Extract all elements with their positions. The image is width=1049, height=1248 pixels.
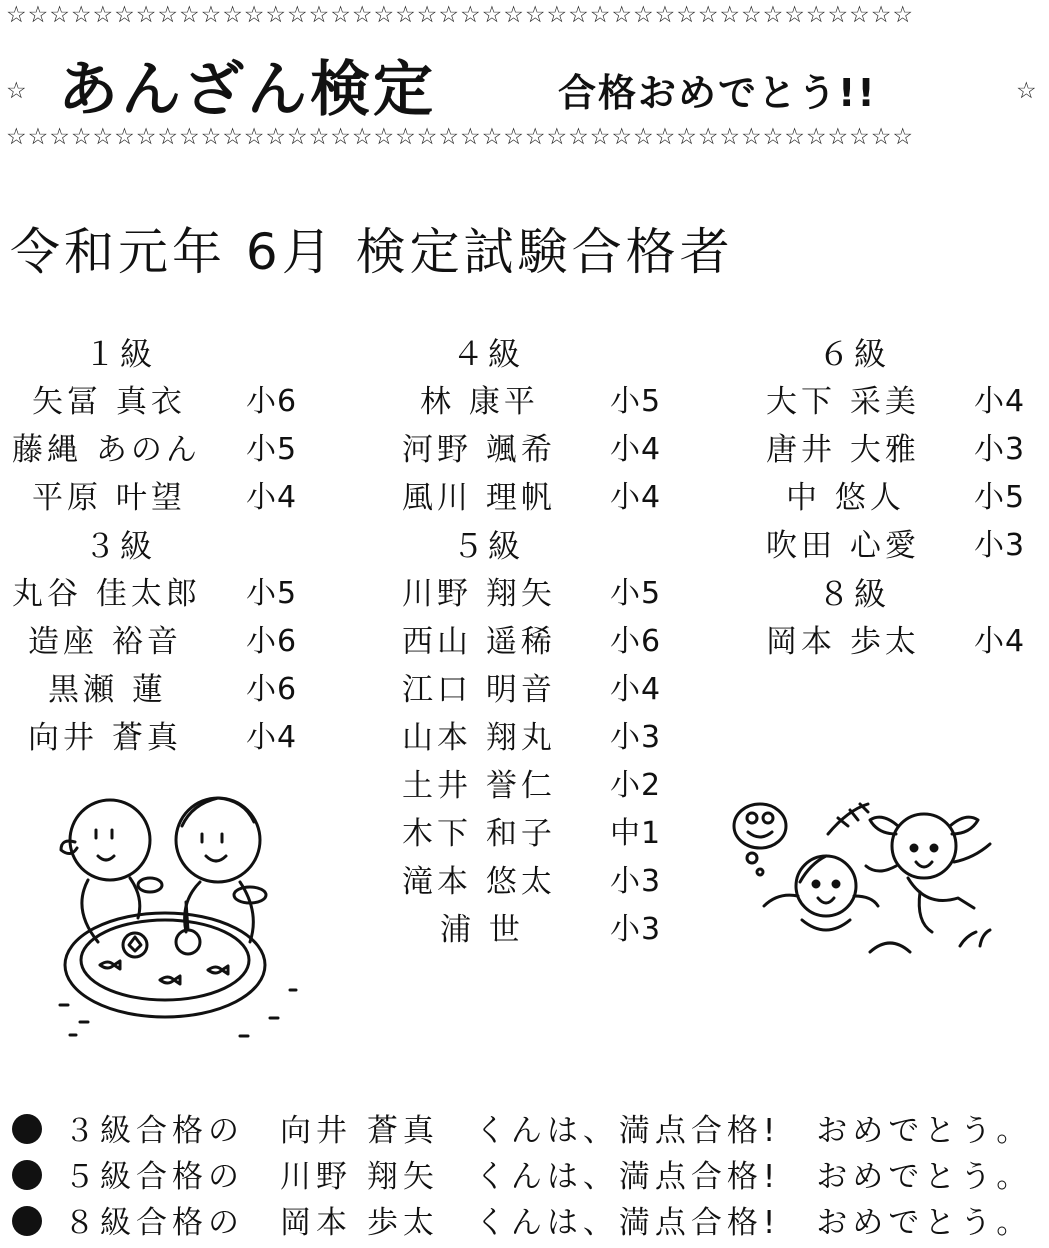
- school-year: 小4: [610, 480, 662, 515]
- list-item: [402, 906, 662, 954]
- student-name: 西山 遥稀: [402, 624, 556, 660]
- school-year: 小4: [246, 720, 298, 755]
- message: くんは、満点合格! おめでとう。: [474, 1159, 1033, 1195]
- school-year: 小6: [610, 624, 662, 659]
- student-name: 丸谷 佳太郎: [12, 576, 201, 612]
- student-name: 河野 颯希: [402, 432, 556, 468]
- school-year: 小3: [974, 432, 1026, 467]
- list-item: [12, 570, 298, 618]
- list-item: [12, 1108, 1032, 1154]
- school-year: 小5: [246, 576, 298, 611]
- student-name: 浦 世: [440, 912, 524, 948]
- star-icon-left: ☆: [6, 78, 27, 104]
- student-name: 唐井 大雅: [766, 432, 920, 468]
- student-name: 風川 理帆: [402, 480, 556, 516]
- student-name: 向井 蒼真: [280, 1113, 439, 1149]
- list-item: [402, 810, 662, 858]
- list-item: [12, 666, 298, 714]
- exam-heading: 令和元年 6月 検定試験合格者: [10, 223, 734, 281]
- message: くんは、満点合格! おめでとう。: [474, 1113, 1033, 1149]
- student-name: 江口 明音: [402, 672, 556, 708]
- list-item: [402, 378, 662, 426]
- grade-heading: ３級: [84, 527, 157, 565]
- student-name: 土井 誉仁: [402, 768, 556, 804]
- school-year: 小6: [246, 384, 298, 419]
- school-year: 小4: [246, 480, 298, 515]
- student-name: 川野 翔矢: [402, 576, 556, 612]
- student-name: 中 悠人: [786, 480, 905, 516]
- star-icon-right: ☆: [1016, 78, 1037, 104]
- list-item: [12, 714, 298, 762]
- list-item: [766, 378, 1026, 426]
- perfect-score-notes: [12, 1108, 1032, 1246]
- children-jumping-illustration: [728, 796, 1008, 966]
- school-year: 中1: [610, 816, 662, 851]
- school-year: 小4: [610, 672, 662, 707]
- list-item: [402, 666, 662, 714]
- list-item: [12, 426, 298, 474]
- school-year: 小5: [246, 432, 298, 467]
- list-item: [766, 522, 1026, 570]
- list-item: [766, 426, 1026, 474]
- bullet-icon: [12, 1114, 42, 1144]
- list-item: [402, 762, 662, 810]
- list-item: [402, 618, 662, 666]
- list-item: [402, 426, 662, 474]
- school-year: 小2: [610, 768, 662, 803]
- star-border-top: ☆☆☆☆☆☆☆☆☆☆☆☆☆☆☆☆☆☆☆☆☆☆☆☆☆☆☆☆☆☆☆☆☆☆☆☆☆☆☆☆☆☆: [6, 2, 915, 28]
- results-column-2: [402, 330, 662, 954]
- school-year: 小6: [246, 624, 298, 659]
- list-item: [12, 1154, 1032, 1200]
- school-year: 小3: [610, 720, 662, 755]
- school-year: 小4: [974, 624, 1026, 659]
- bullet-icon: [12, 1160, 42, 1190]
- student-name: 岡本 歩太: [766, 624, 920, 660]
- student-name: 川野 翔矢: [280, 1159, 439, 1195]
- list-item: [12, 1200, 1032, 1246]
- school-year: 小5: [974, 480, 1026, 515]
- student-name: 造座 裕音: [28, 624, 182, 660]
- banner-subtitle: 合格おめでとう!!: [558, 71, 877, 115]
- student-name: 平原 叶望: [32, 480, 186, 516]
- grade-heading: ８級: [818, 575, 891, 613]
- grade-text: ５級合格の: [64, 1159, 244, 1195]
- student-name: 大下 采美: [766, 384, 920, 420]
- school-year: 小6: [246, 672, 298, 707]
- grade-heading: ６級: [818, 335, 891, 373]
- student-name: 藤縄 あのん: [12, 432, 201, 468]
- student-name: 岡本 歩太: [280, 1205, 439, 1241]
- results-column-1: [12, 330, 298, 762]
- list-item: [12, 378, 298, 426]
- student-name: 山本 翔丸: [402, 720, 556, 756]
- banner-title: あんざん検定: [58, 55, 436, 125]
- grade-heading: ４級: [452, 335, 525, 373]
- student-name: 黒瀬 蓮: [48, 672, 167, 708]
- student-name: 矢冨 真衣: [32, 384, 186, 420]
- grade-text: ３級合格の: [64, 1113, 244, 1149]
- bullet-icon: [12, 1206, 42, 1236]
- star-border-bottom: ☆☆☆☆☆☆☆☆☆☆☆☆☆☆☆☆☆☆☆☆☆☆☆☆☆☆☆☆☆☆☆☆☆☆☆☆☆☆☆☆☆☆: [6, 124, 915, 150]
- list-item: [766, 474, 1026, 522]
- student-name: 滝本 悠太: [402, 864, 556, 900]
- list-item: [402, 714, 662, 762]
- school-year: 小3: [974, 528, 1026, 563]
- school-year: 小5: [610, 576, 662, 611]
- student-name: 向井 蒼真: [28, 720, 182, 756]
- message: くんは、満点合格! おめでとう。: [474, 1205, 1033, 1241]
- school-year: 小3: [610, 912, 662, 947]
- results-column-3: [766, 330, 1026, 666]
- student-name: 林 康平: [420, 384, 539, 420]
- grade-heading: ５級: [452, 527, 525, 565]
- school-year: 小4: [610, 432, 662, 467]
- school-year: 小3: [610, 864, 662, 899]
- list-item: [402, 474, 662, 522]
- children-playing-illustration: [40, 790, 300, 1040]
- list-item: [766, 618, 1026, 666]
- list-item: [12, 474, 298, 522]
- list-item: [12, 618, 298, 666]
- school-year: 小5: [610, 384, 662, 419]
- grade-heading: １級: [84, 335, 157, 373]
- list-item: [402, 858, 662, 906]
- student-name: 吹田 心愛: [766, 528, 920, 564]
- school-year: 小4: [974, 384, 1026, 419]
- list-item: [402, 570, 662, 618]
- grade-text: ８級合格の: [64, 1205, 244, 1241]
- student-name: 木下 和子: [402, 816, 556, 852]
